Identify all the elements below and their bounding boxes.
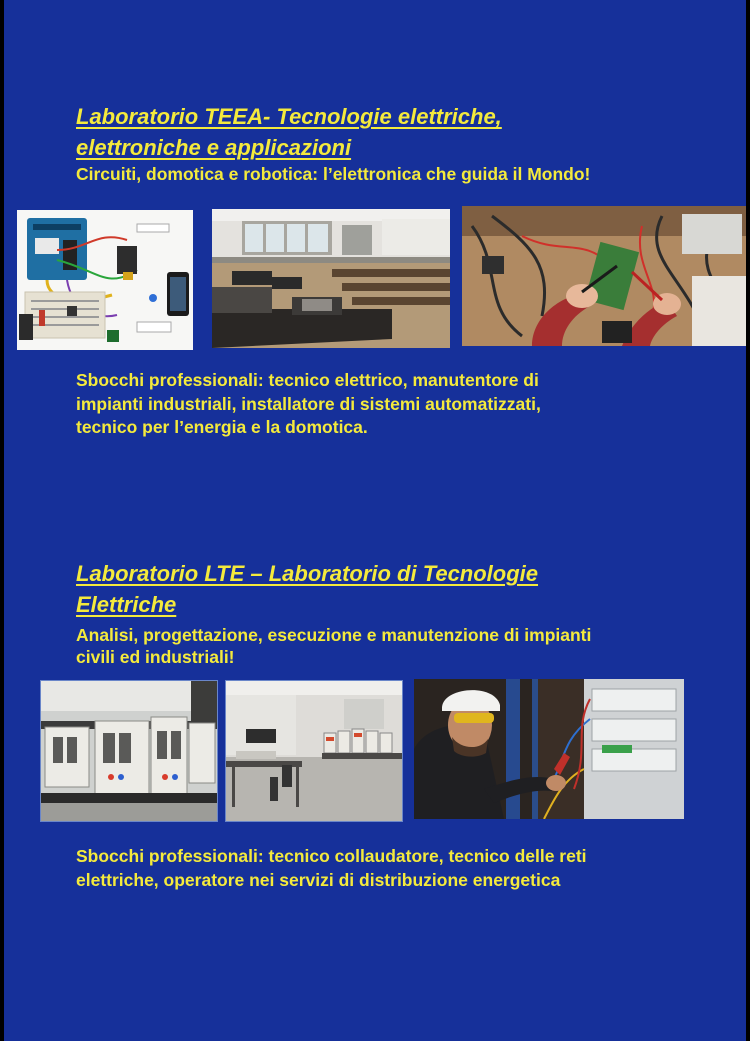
section-lte-title-line1: Laboratorio LTE – Laboratorio di Tecnologie: [76, 561, 539, 586]
page: [4, 0, 746, 1041]
arduino-diagram-photo: [17, 210, 193, 350]
section-teea-outlets-line1: Sbocchi professionali: tecnico elettrico, manutentore di: [76, 370, 539, 390]
section-teea-subtitle: Circuiti, domotica e robotica: l’elettronica che guida il Mondo!: [76, 164, 591, 184]
section-lte-subtitle: [76, 624, 591, 668]
lab-room-photo: [226, 681, 402, 821]
section-lte-subtitle-line1: Analisi, progettazione, esecuzione e manutenzione di impianti: [76, 625, 592, 645]
section-lte-outlets: [76, 845, 587, 892]
section-teea-title: [76, 101, 502, 163]
section-lte-title: [76, 558, 538, 620]
electronics-lab-photo: [212, 209, 450, 348]
section-lte-title-line2: Elettriche: [76, 592, 177, 617]
section-teea-outlets: [76, 369, 541, 440]
section-lte-subtitle-line2: civili ed industriali!: [76, 647, 235, 667]
training-panels-photo: [41, 681, 217, 821]
electrician-photo: [414, 679, 684, 819]
section-lte-outlets-line1: Sbocchi professionali: tecnico collaudatore, tecnico delle reti: [76, 846, 587, 866]
section-teea-title-line1: Laboratorio TEEA- Tecnologie elettriche,: [76, 104, 502, 129]
section-teea-outlets-line3: tecnico per l’energia e la domotica.: [76, 417, 368, 437]
circuit-work-photo: [462, 206, 746, 346]
section-teea-outlets-line2: impianti industriali, installatore di sistemi automatizzati,: [76, 393, 541, 414]
section-lte-outlets-line2: elettriche, operatore nei servizi di distribuzione energetica: [76, 869, 561, 890]
section-teea-title-line2: elettroniche e applicazioni: [76, 135, 352, 160]
